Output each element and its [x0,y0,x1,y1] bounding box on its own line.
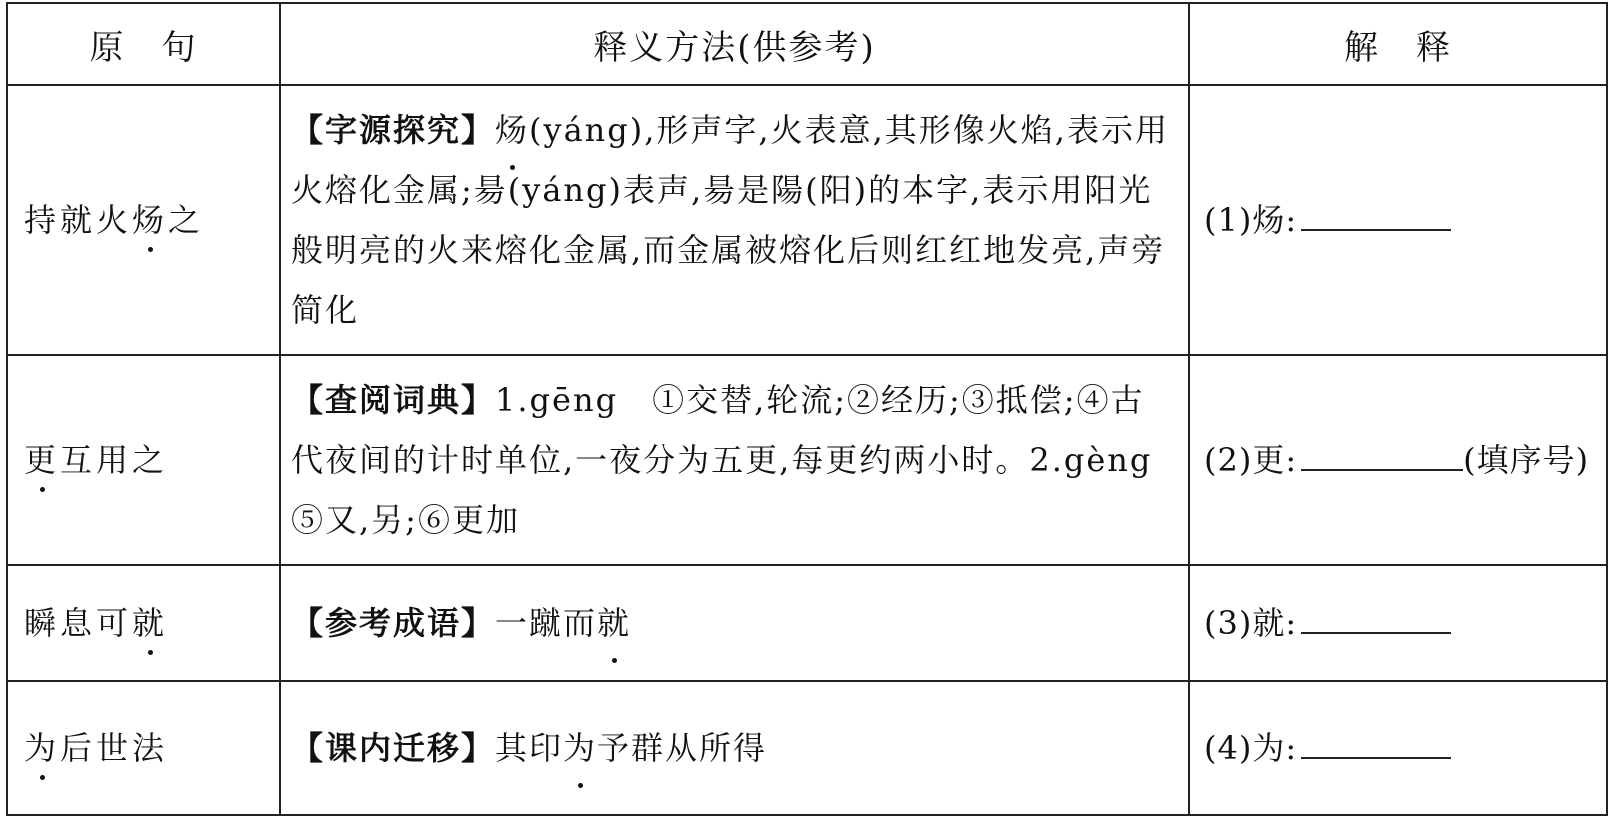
method-body: 1.gēng ①交替,轮流;②经历;③抵偿;④古代夜间的计时单位,一夜分为五更,每更约两小时。2.gèng ⑤又,另;⑥更加 [291,381,1187,539]
method-body: (yáng),形声字,火表意,其形像火焰,表示用火熔化金属;昜(yáng)表声,昜是陽(阳)的本字,表示用阳光般明亮的火来熔化金属,而金属被熔化后则红红地发亮,声旁简化 [291,111,1169,329]
original-sentence [7,85,280,355]
method-pre: 一蹴而 [495,604,598,642]
answer-blank[interactable] [1301,199,1451,231]
table-row [7,355,1607,565]
emphasized-char: 为 [24,726,60,771]
method-cell [280,681,1189,815]
table-row [7,681,1607,815]
original-sentence [7,681,280,815]
answer-cell [1189,681,1607,815]
emphasized-char: 炀 [495,100,529,160]
method-cell [280,355,1189,565]
emphasized-char: 更 [24,438,60,483]
original-text-tail: 之 [168,200,205,239]
table-row [7,565,1607,681]
header-method: 释义方法(供参考) [280,3,1189,85]
original-sentence [7,565,280,681]
explanation-table [6,2,1608,816]
answer-blank[interactable] [1301,602,1451,634]
original-text-tail: 互用之 [60,440,169,479]
answer-blank[interactable] [1301,439,1463,471]
answer-suffix: (填序号) [1463,441,1590,479]
answer-label: (1)炀: [1204,201,1298,239]
answer-label: (2)更: [1204,441,1298,479]
table-row [7,85,1607,355]
answer-label: (3)就: [1204,604,1298,642]
method-pre: 其印 [495,729,564,767]
method-tag: 【参考成语】 [291,604,496,642]
answer-cell [1189,355,1607,565]
header-original: 原 句 [7,3,280,85]
method-tag: 【字源探究】 [291,111,496,149]
emphasized-char: 为 [563,718,597,778]
table-header-row [7,3,1607,85]
method-cell [280,85,1189,355]
method-cell [280,565,1189,681]
answer-cell [1189,85,1607,355]
answer-cell [1189,565,1607,681]
answer-blank[interactable] [1301,727,1451,759]
header-explain: 解 释 [1189,3,1607,85]
emphasized-char: 就 [597,593,631,653]
emphasized-char: 就 [132,601,168,646]
original-sentence [7,355,280,565]
method-tag: 【课内迁移】 [291,729,496,767]
method-body: 予群从所得 [597,729,768,767]
emphasized-char: 炀 [132,198,168,243]
method-tag: 【查阅词典】 [291,381,496,419]
original-text: 瞬息可 [24,603,133,642]
original-text-tail: 后世法 [60,728,169,767]
answer-label: (4)为: [1204,729,1298,767]
original-text: 持就火 [24,200,133,239]
